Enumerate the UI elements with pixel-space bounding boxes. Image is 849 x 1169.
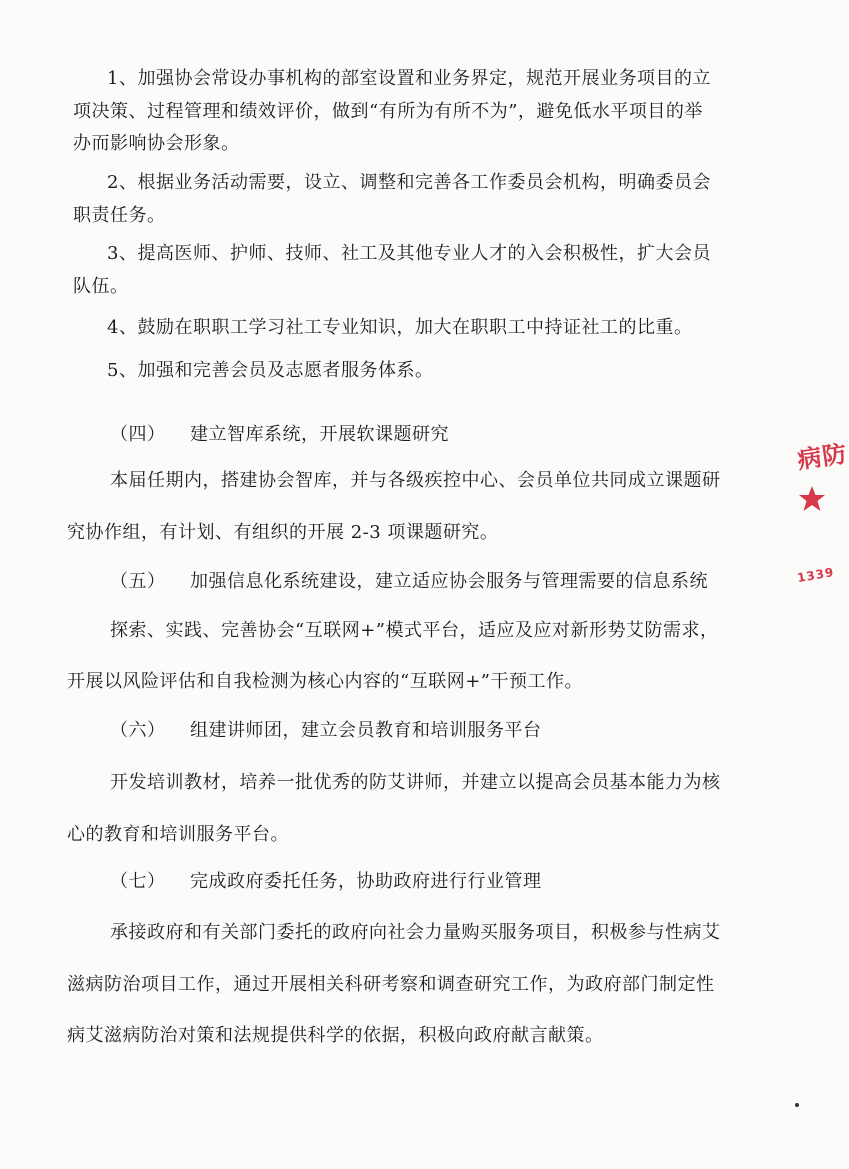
section-heading <box>110 424 449 446</box>
section-number: （四） <box>110 424 166 445</box>
section-number: （五） <box>110 571 166 592</box>
text-line: 开展以风险评估和自我检测为核心内容的“互联网+”干预工作。 <box>67 671 583 692</box>
section-heading <box>110 571 708 593</box>
text-line: 1、加强协会常设办事机构的部室设置和业务界定，规范开展业务项目的立 <box>107 68 711 89</box>
text-line: 队伍。 <box>73 276 129 297</box>
stamp-star-icon <box>797 484 827 514</box>
text-line: 心的教育和培训服务平台。 <box>67 824 289 845</box>
text-line: 探索、实践、完善协会“互联网+”模式平台，适应及应对新形势艾防需求， <box>110 620 719 641</box>
text-line: 5、加强和完善会员及志愿者服务体系。 <box>107 360 434 381</box>
text-line: 病艾滋病防治对策和法规提供科学的依据，积极向政府献言献策。 <box>67 1025 604 1046</box>
text-line: 项决策、过程管理和绩效评价，做到“有所为有所不为”，避免低水平项目的举 <box>73 101 703 122</box>
official-seal-stamp <box>787 432 847 592</box>
stamp-code: 1339 <box>796 564 836 586</box>
text-line: 办而影响协会形象。 <box>73 133 240 154</box>
section-title: 组建讲师团，建立会员教育和培训服务平台 <box>190 720 542 741</box>
section-title: 建立智库系统，开展软课题研究 <box>190 424 449 445</box>
text-line: 本届任期内，搭建协会智库，并与各级疾控中心、会员单位共同成立课题研 <box>110 470 721 491</box>
scan-dot <box>795 1103 799 1107</box>
text-line: 滋病防治项目工作，通过开展相关科研考察和调查研究工作，为政府部门制定性 <box>67 974 715 995</box>
section-number: （七） <box>110 871 166 892</box>
section-heading <box>110 720 542 742</box>
section-number: （六） <box>110 720 166 741</box>
text-line: 4、鼓励在职职工学习社工专业知识，加大在职职工中持证社工的比重。 <box>107 317 693 338</box>
text-line: 职责任务。 <box>73 205 166 226</box>
section-heading <box>110 871 542 893</box>
stamp-text: 病防 <box>795 439 849 475</box>
text-line: 3、提高医师、护师、技师、社工及其他专业人才的入会积极性，扩大会员 <box>107 243 711 264</box>
text-line: 2、根据业务活动需要，设立、调整和完善各工作委员会机构，明确委员会 <box>107 172 711 193</box>
text-line: 究协作组，有计划、有组织的开展 2-3 项课题研究。 <box>67 522 499 543</box>
text-line: 开发培训教材，培养一批优秀的防艾讲师，并建立以提高会员基本能力为核 <box>110 772 721 793</box>
section-title: 加强信息化系统建设，建立适应协会服务与管理需要的信息系统 <box>190 571 708 592</box>
section-title: 完成政府委托任务，协助政府进行行业管理 <box>190 871 542 892</box>
text-line: 承接政府和有关部门委托的政府向社会力量购买服务项目，积极参与性病艾 <box>110 922 721 943</box>
